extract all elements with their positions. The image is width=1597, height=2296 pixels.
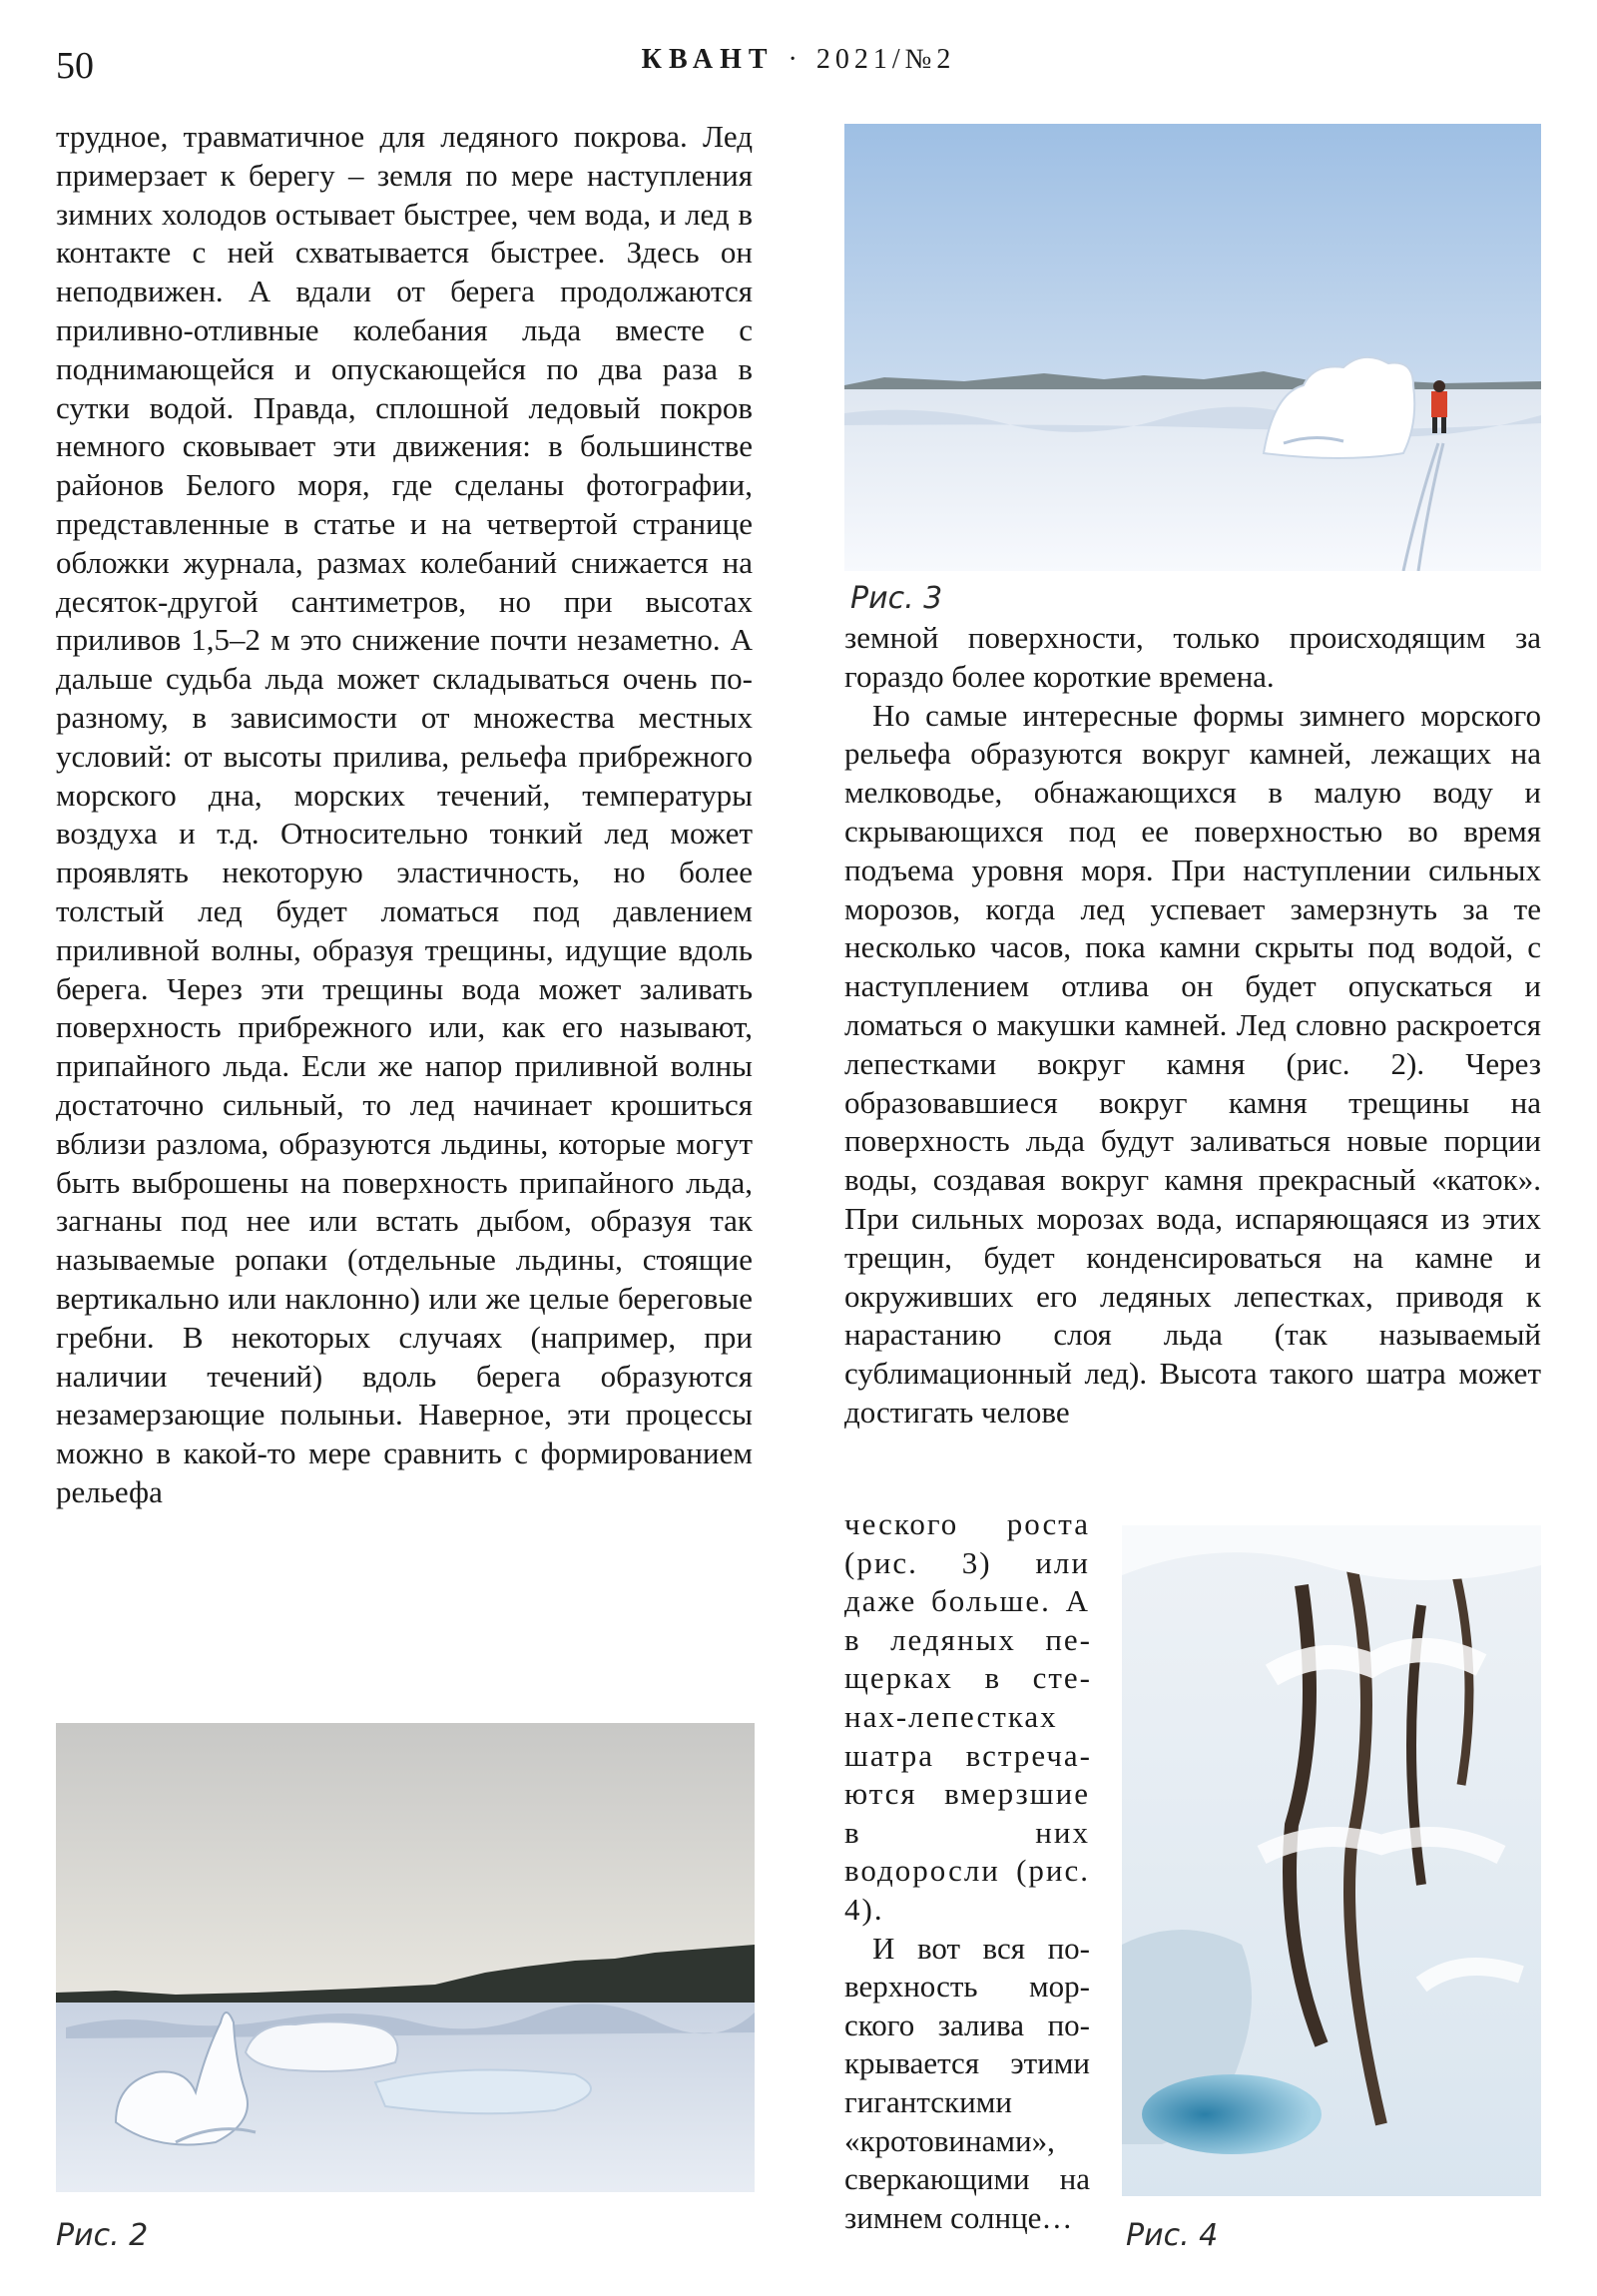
- paragraph: земной поверхности, только происходящим за гораздо более короткие времена.: [844, 620, 1541, 694]
- right-text-column: [844, 619, 1541, 1433]
- paragraph: Но самые интересные формы зимнего морского рельефа образуются вокруг камней, лежащих на мелководье, обнажающихся в малую воду и скрывающихся под ее поверхностью во время подъема уровня моря. При наступлении сильных морозов, когда лед успевает замерзнуть за те несколько часов, пока камни скрыты под водой, с наступлением отлива он будет опускаться и ломаться о макушки камней. Лед словно раскроется лепестками вокруг камня (рис. 2). Через образовавшиеся вокруг камня трещины на поверхность льда будут заливаться новые порции воды, создавая вокруг камня прекрасный «каток». При сильных морозах вода, испаряющаяся из этих трещин, будет конденсироваться на камне и окруживших его ледяных лепестках, приводя к нарастанию слоя льда (так называемый сублимационный лед). Высота такого шатра может достигать челове: [844, 697, 1541, 1430]
- page-number: 50: [56, 45, 94, 87]
- paragraph: трудное, травматичное для ледяного покрова. Лед примерзает к берегу – земля по мере наступления зимних холодов остывает быстрее, чем вода, и лед в контакте с ней схватывается быстрее. Здесь он неподвижен. А вдали от берега продолжаются приливно-отливные колебания льда вместе с поднимающейся и опускающейся по два раза в сутки водой. Правда, сплошной ледовый покров немного сковывает эти движения: в большинстве районов Белого моря, где сделаны фотографии, представленные в статье и на четвертой странице обложки журнала, размах колебаний снижается на десяток-другой сантиметров, но при высотах приливов 1,5–2 м это снижение почти незаметно. А дальше судьба льда может складываться очень по-разному, в зависимости от множества местных условий: от высоты прилива, рельефа прибрежного морского дна, морских течений, температуры воздуха и т.д. Относительно тонкий лед может проявлять некоторую эластичность, но более толстый лед будет ломаться под давлением приливной волны, образуя трещины, идущие вдоль берега. Через эти трещины вода может заливать поверхность прибрежного или, как его называют, припайного льда. Если же напор приливной волны достаточно сильный, то лед начинает крошиться вблизи разлома, образуются льдины, которые могут быть выброшены на поверхность припайного льда, загнаны под нее или встать дыбом, образуя так называемые ропаки (отдельные льдины, стоящие вертикально или наклонно) или же целые береговые гребни. В некоторых случаях (например, при наличии течений) вдоль берега образуются незамерзающие полыньи. Наверное, эти процессы можно в какой-то мере сравнить с формированием рельефа: [56, 119, 753, 1509]
- paragraph: ческого роста (рис. 3) или даже больше. А в ледяных пещерках в стенах-лепестках шатра встречаются вмерзшие в них водоросли (рис. 4).: [844, 1506, 1090, 1927]
- running-head: [0, 44, 1597, 76]
- issue-number: 2021/№2: [815, 44, 956, 75]
- figure-3-caption: Рис. 3: [850, 581, 943, 616]
- header-separator: ·: [788, 44, 802, 75]
- figure-4-caption: Рис. 4: [1126, 2218, 1219, 2253]
- narrow-text-column: [844, 1505, 1090, 2237]
- figure-2-photo: [56, 1723, 755, 2192]
- figure-4-photo: [1122, 1525, 1541, 2196]
- paragraph: И вот вся поверхность морского залива покрывается этими гигантскими «кротовинами», сверкающими на зимнем солнце…: [844, 1930, 1090, 2235]
- left-text-column: [56, 118, 753, 1512]
- figure-3-photo: [844, 124, 1541, 571]
- journal-title: КВАНТ: [641, 44, 775, 75]
- figure-2-caption: Рис. 2: [56, 2218, 149, 2253]
